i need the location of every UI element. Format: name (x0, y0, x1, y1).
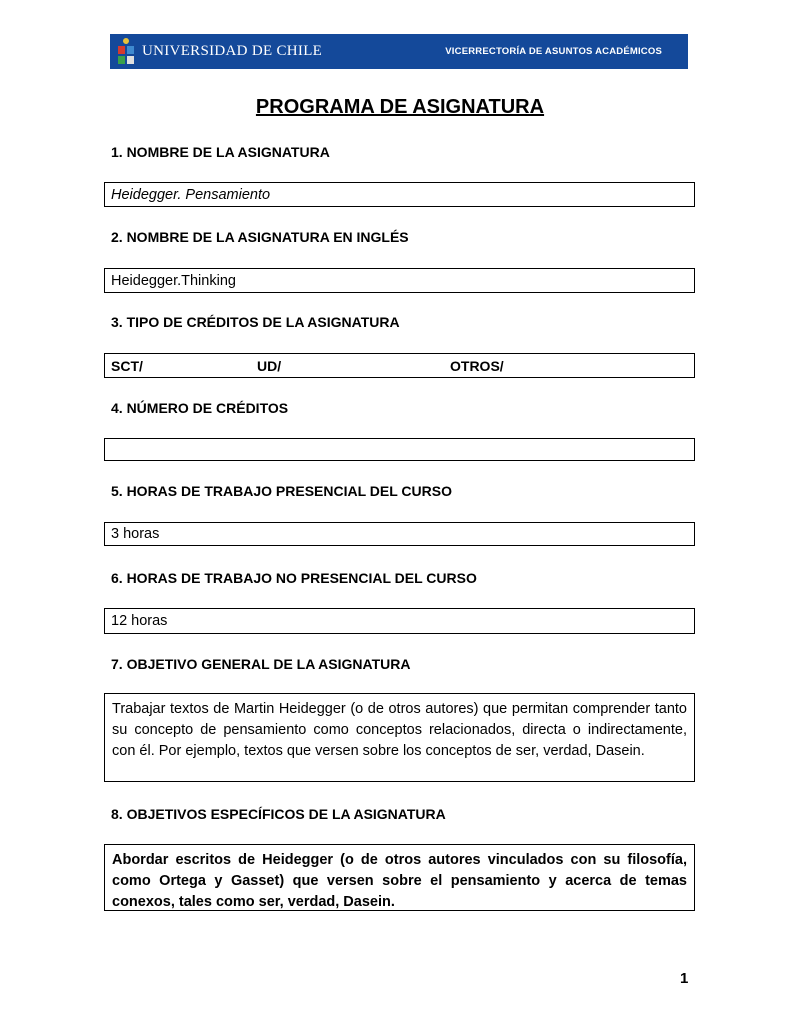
section-heading-5: 5. HORAS DE TRABAJO PRESENCIAL DEL CURSO (111, 483, 452, 499)
university-crest-icon (116, 38, 136, 66)
vicerrectoria-label: VICERRECTORÍA DE ASUNTOS ACADÉMICOS (445, 46, 662, 57)
credit-otros: OTROS/ (450, 357, 504, 374)
credit-number-box (104, 438, 695, 461)
course-name-english-value: Heidegger.Thinking (111, 272, 236, 289)
presential-hours-value: 3 horas (111, 526, 160, 542)
course-name-value: Heidegger. Pensamiento (111, 186, 271, 203)
specific-objectives-text: Abordar escritos de Heidegger (o de otros autores vinculados con su filosofía, como Ortega y Gasset) que versen sobre el pensamiento y acerca de temas conexos, tales como ser, verdad, Dasein. (112, 852, 687, 910)
section-heading-7: 7. OBJETIVO GENERAL DE LA ASIGNATURA (111, 656, 411, 672)
university-name: UNIVERSIDAD DE CHILE (142, 43, 323, 59)
header-banner (110, 34, 688, 69)
general-objective-box (104, 693, 695, 782)
credit-sct: SCT/ (111, 357, 143, 374)
page-number: 1 (680, 970, 689, 987)
document-title: PROGRAMA DE ASIGNATURA (255, 96, 545, 118)
course-name-english-box (104, 268, 695, 293)
specific-objectives-box (104, 844, 695, 911)
section-heading-8: 8. OBJETIVOS ESPECÍFICOS DE LA ASIGNATURA (111, 806, 446, 822)
section-heading-1: 1. NOMBRE DE LA ASIGNATURA (111, 144, 330, 160)
section-heading-4: 4. NÚMERO DE CRÉDITOS (111, 400, 289, 416)
section-heading-6: 6. HORAS DE TRABAJO NO PRESENCIAL DEL CURSO (111, 570, 477, 586)
presential-hours-box (104, 522, 695, 546)
credit-type-box (104, 353, 695, 378)
section-heading-2: 2. NOMBRE DE LA ASIGNATURA EN INGLÉS (111, 229, 409, 245)
non-presential-hours-value: 12 horas (111, 613, 168, 629)
section-heading-3: 3. TIPO DE CRÉDITOS DE LA ASIGNATURA (111, 314, 400, 330)
non-presential-hours-box (104, 608, 695, 634)
general-objective-text: Trabajar textos de Martin Heidegger (o de otros autores) que permitan comprender tanto su concepto de pensamiento como conceptos relacionados, directa o indirectamente, con él. Por ejemplo, textos que versen sobre los conceptos de ser, verdad, Dasein. (112, 701, 687, 759)
credit-ud: UD/ (257, 357, 282, 374)
university-brand (110, 38, 322, 66)
course-name-box (104, 182, 695, 207)
